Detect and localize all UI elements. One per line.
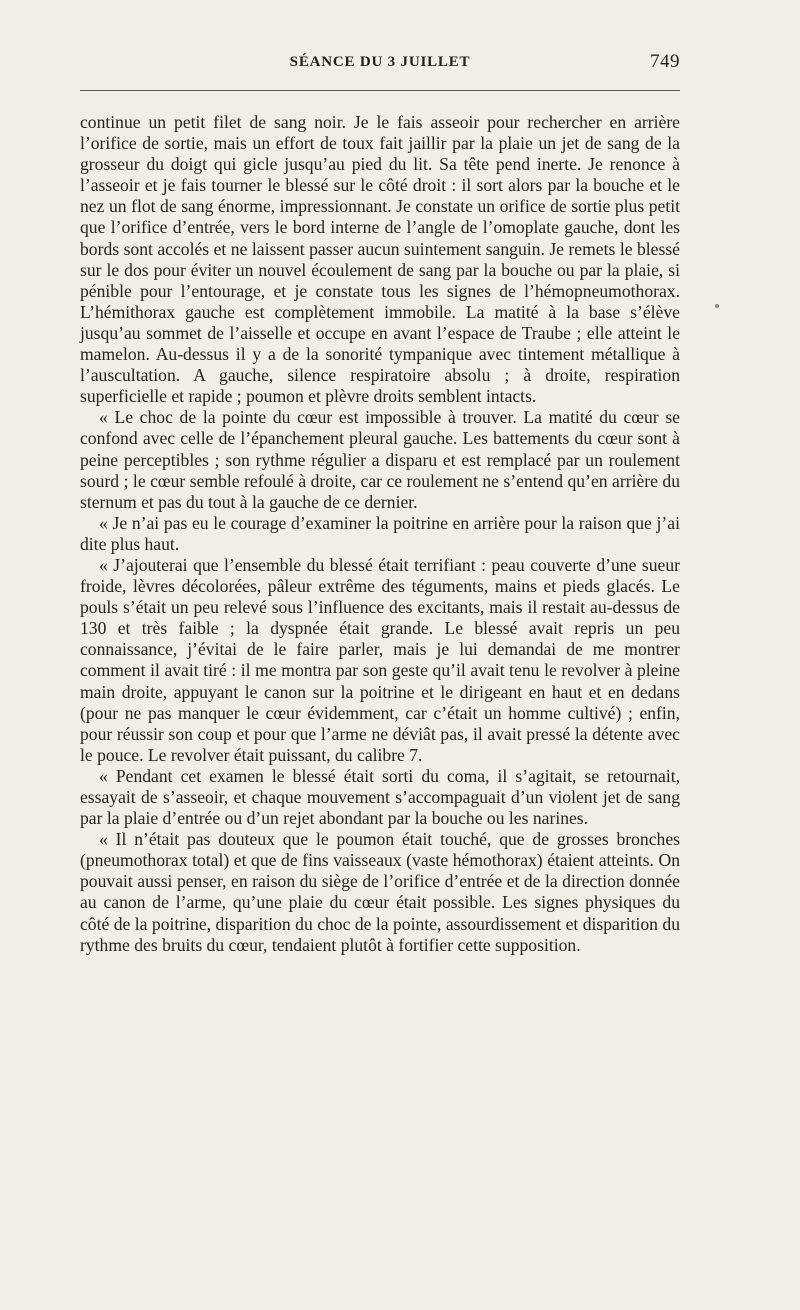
paragraph-heart-exam: « Le choc de la pointe du cœur est impossible à trouver. La matité du cœur se confond avec celle de l’épanchement pleural gauche. Les battements du cœur sont à peine perceptibles ; son rythme régulier a disparu et est remplacé par un roulement sourd ; le cœur semble refoulé à droite, car ce roulement ne s’entend qu’en arrière du sternum et pas du tout à la gauche de ce dernier. (80, 407, 680, 512)
running-title: SÉANCE DU 3 JUILLET (289, 54, 471, 70)
paragraph-diagnosis: « Il n’était pas douteux que le poumon était touché, que de grosses bronches (pneumothorax total) et que de fins vaisseaux (vaste hémothorax) étaient atteints. On pouvait aussi penser, en raison du siège de l’orifice d’entrée et de la direction donnée au canon de l’arme, qu’une plaie du cœur était possible. Les signes physiques du côté de la poitrine, disparition du choc de la pointe, assourdissement et disparition du rythme des bruits du cœur, tendaient plutôt à fortifier cette supposition. (80, 829, 680, 955)
page-number: 749 (650, 51, 680, 72)
header-rule (80, 90, 680, 91)
paper-speck (715, 304, 719, 308)
paragraph-no-back-exam: « Je n’ai pas eu le courage d’examiner la poitrine en arrière pour la raison que j’ai dite plus haut. (80, 512, 680, 554)
paragraph-agitation: « Pendant cet examen le blessé était sorti du coma, il s’agitait, se retournait, essayait de s’asseoir, et chaque mouvement s’accompaguait d’un violent jet de sang par la plaie d’entrée ou d’un rejet abondant par la bouche ou les narines. (80, 765, 680, 829)
paragraph-general-state: « J’ajouterai que l’ensemble du blessé était terrifiant : peau couverte d’une sueur froide, lèvres décolorées, pâleur extrême des téguments, mains et pieds glacés. Le pouls s’était un peu relevé sous l’influence des excitants, mais il restait au-dessus de 130 et très faible ; la dyspnée était grande. Le blessé avait repris un peu connaissance, j’évitai de le faire parler, mais je lui demandai de me montrer comment il avait tiré : il me montra par son geste qu’il avait tenu le revolver à pleine main droite, appuyant le canon sur la poitrine et le dirigeant en haut et en dedans (pour ne pas manquer le cœur évidemment, car c’était un homme cultivé) ; enfin, pour réussir son coup et pour que l’arme ne déviât pas, il avait pressé la détente avec le pouce. Le revolver était puissant, du calibre 7. (80, 554, 680, 765)
page-header (80, 50, 680, 80)
body-text (80, 112, 680, 956)
paragraph-continued: continue un petit filet de sang noir. Je le fais asseoir pour rechercher en arrière l’orifice de sortie, mais un effort de toux fait jaillir par la plaie un jet de sang de la grosseur du doigt qui gicle jusqu’au pied du lit. Sa tête pend inerte. Je renonce à l’asseoir et je fais tourner le blessé sur le côté droit : il sort alors par la bouche et le nez un flot de sang énorme, impressionnant. Je constate un orifice de sortie plus petit que l’orifice d’entrée, vers le bord interne de l’angle de l’omoplate gauche, dont les bords sont accolés et ne laissent passer aucun suintement sanguin. Je remets le blessé sur le dos pour éviter un nouvel écoulement de sang par la bouche ou par la plaie, si pénible pour l’entourage, et je constate tous les signes de l’hémopneumothorax. L’hémithorax gauche est complètement immobile. La matité à la base s’élève jusqu’au sommet de l’aisselle et occupe en avant l’espace de Traube ; elle atteint le mamelon. Au-dessus il y a de la sonorité tympanique avec tintement métallique à l’auscultation. A gauche, silence respiratoire absolu ; à droite, respiration superficielle et rapide ; poumon et plèvre droits semblent intacts. (80, 112, 680, 407)
